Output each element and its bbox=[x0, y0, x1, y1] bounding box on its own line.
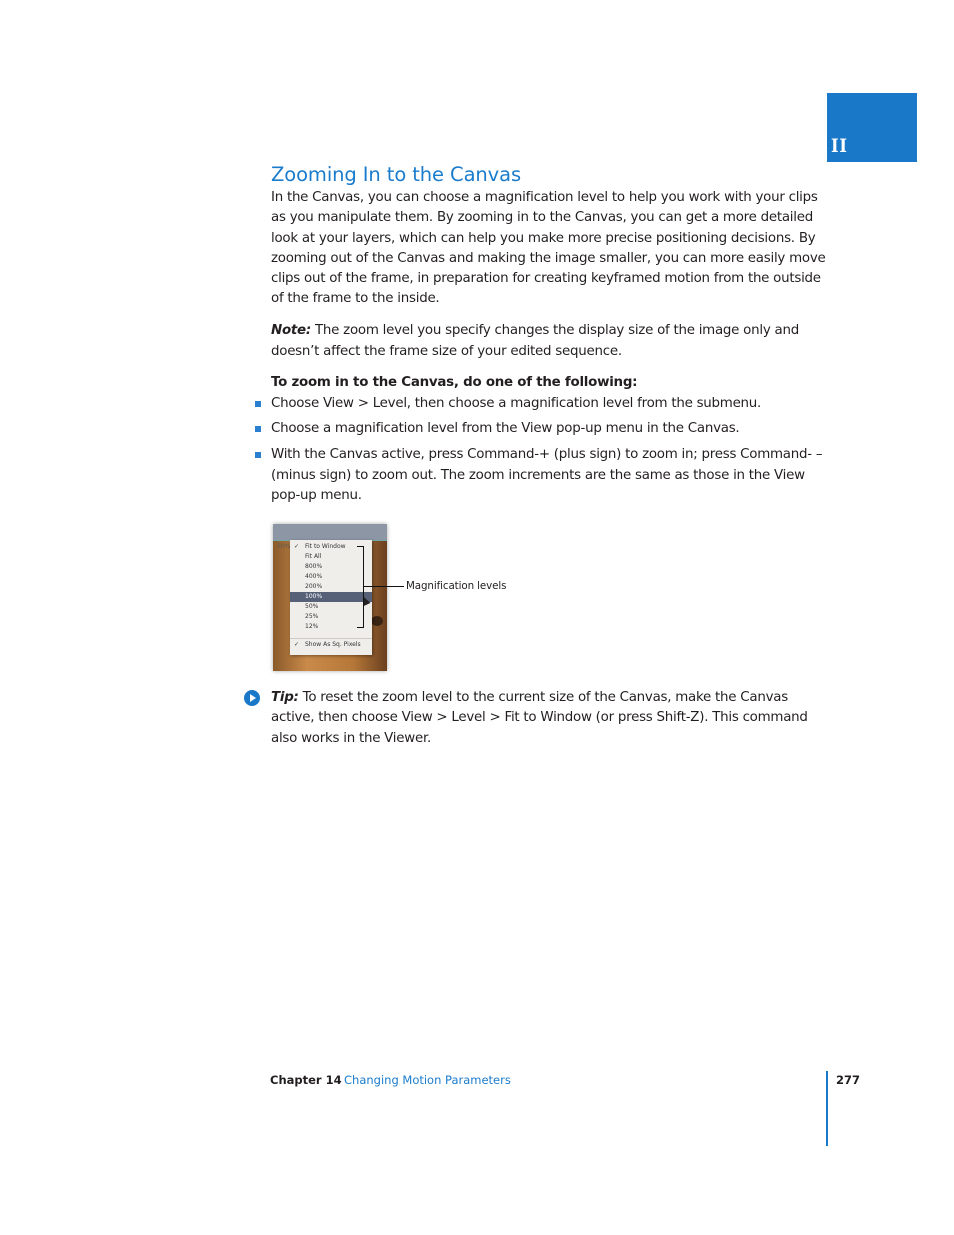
square-bullet-icon bbox=[255, 401, 261, 407]
page-content bbox=[271, 162, 831, 749]
view-popup-value: 50% bbox=[277, 543, 291, 551]
checkmark-icon: ✓ bbox=[294, 543, 300, 551]
tip-text: To reset the zoom level to the current size of the Canvas, make the Canvas active, then choose View > Level > Fit to Window (or press Shift-Z). This command also works in the Viewer. bbox=[271, 690, 808, 746]
footer-chapter-number: Chapter 14 bbox=[270, 1073, 342, 1087]
menu-item-show-as-sq-pixels[interactable]: ✓ Show As Sq. Pixels bbox=[294, 641, 361, 649]
tip-arrow-icon bbox=[244, 690, 260, 706]
footer-divider bbox=[826, 1071, 828, 1146]
list-item: With the Canvas active, press Command-+ (plus sign) to zoom in; press Command- – (minus sign) to zoom out. The zoom increments are the same as those in the View pop-up menu. bbox=[271, 445, 831, 506]
figure-zoom-menu bbox=[271, 524, 831, 682]
part-numeral: II bbox=[831, 135, 848, 157]
callout-leader-line bbox=[363, 586, 404, 587]
menu-item-fit-all[interactable]: Fit All bbox=[305, 553, 322, 561]
menu-item-12[interactable]: 12% bbox=[305, 623, 319, 631]
menu-item-400[interactable]: 400% bbox=[305, 573, 323, 581]
bullet-list bbox=[271, 394, 831, 506]
tip-label: Tip: bbox=[271, 690, 299, 706]
menu-item-800[interactable]: 800% bbox=[305, 563, 323, 571]
note-label: Note: bbox=[271, 323, 311, 339]
list-item: Choose View > Level, then choose a magnification level from the submenu. bbox=[271, 394, 831, 414]
tip-paragraph bbox=[271, 688, 831, 749]
section-title: Zooming In to the Canvas bbox=[271, 163, 522, 186]
image-eye bbox=[371, 616, 383, 626]
procedure-heading: To zoom in to the Canvas, do one of the following: bbox=[271, 375, 638, 391]
intro-paragraph: In the Canvas, you can choose a magnification level to help you work with your clips as you manipulate them. By zooming in to the Canvas, you can get a more detailed look at your layers, which can help you make more precise positioning decisions. By zooming out of the Canvas and making the image smaller, you can more easily move clips out of the frame, in preparation for creating keyframed motion from the outside of the frame to the inside. bbox=[271, 190, 826, 307]
menu-item-100[interactable]: 100% bbox=[290, 592, 372, 602]
figure-caption: Magnification levels bbox=[406, 580, 507, 593]
canvas-screenshot bbox=[273, 524, 387, 671]
menu-item-50[interactable]: 50% bbox=[305, 603, 319, 611]
menu-item-fit-to-window[interactable]: ✓ Fit to Window bbox=[294, 543, 346, 551]
list-item: Choose a magnification level from the View pop-up menu in the Canvas. bbox=[271, 419, 831, 439]
menu-item-25[interactable]: 25% bbox=[305, 613, 319, 621]
square-bullet-icon bbox=[255, 426, 261, 432]
menu-separator bbox=[290, 638, 372, 639]
menu-item-200[interactable]: 200% bbox=[305, 583, 323, 591]
page-number: 277 bbox=[836, 1073, 861, 1087]
canvas-title-bar bbox=[273, 524, 387, 541]
checkmark-icon: ✓ bbox=[294, 641, 300, 649]
footer-chapter-title: Changing Motion Parameters bbox=[344, 1073, 511, 1087]
note-paragraph bbox=[271, 321, 831, 362]
square-bullet-icon bbox=[255, 452, 261, 458]
part-tab bbox=[827, 93, 917, 162]
note-text: The zoom level you specify changes the display size of the image only and doesn’t affect the frame size of your edited sequence. bbox=[271, 323, 799, 359]
